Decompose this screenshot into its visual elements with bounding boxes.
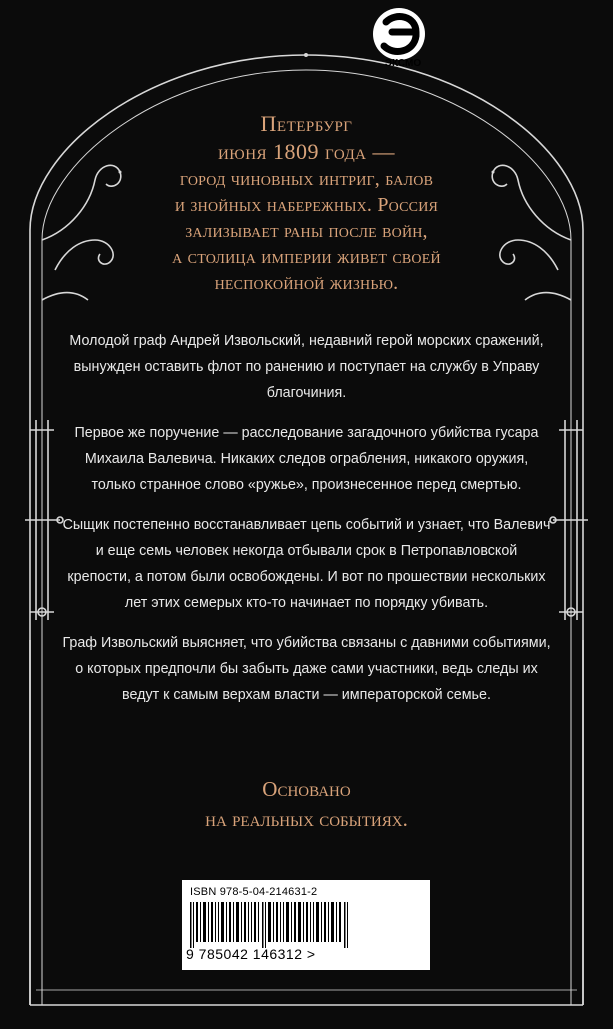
eksmo-logo-icon (356, 6, 442, 86)
description-paragraph-4: Граф Извольский выясняет, что убийства связаны с давними событиями, о которых предпочли бы забыть даже сами участники, ведь следы их ведут к самым верхам власти — императорской семье. (62, 635, 551, 703)
based-on-line-2: на реальных событиях. (205, 807, 408, 831)
tagline-line-2: июня 1809 года — (217, 139, 396, 164)
eksmo-logo-mark (356, 6, 442, 66)
barcode-panel (182, 880, 430, 970)
description-paragraph-3: Сыщик постепенно восстанавливает цепь событий и узнает, что Валевич и еще семь человек некогда отбывали срок в Петропавловской крепости, а потом были освобождены. И вот по прошествии нескольких лет этих семерых кто-то начинает по порядку убивать. (62, 517, 551, 611)
tagline-line-7: неспокойной жизнью. (214, 272, 399, 294)
based-on-real-events (120, 774, 493, 834)
publisher-name: ЭКСМО (384, 58, 422, 69)
tagline-line-4: и знойных набережных. Россия (174, 194, 439, 216)
tagline-line-1: Петербург (260, 111, 353, 136)
tagline-line-5: зализывает раны после войн, (185, 220, 428, 242)
tagline (110, 110, 503, 296)
barcode-image (190, 902, 350, 948)
description-paragraph-2: Первое же поручение — расследование загадочного убийства гусара Михаила Валевича. Никаких следов ограбления, никакого оружия, только странное слово «ружье», произнесенное перед смертью. (74, 425, 539, 493)
description-paragraph-1: Молодой граф Андрей Извольский, недавний герой морских сражений, вынужден оставить флот по ранению и поступает на службу в Управу благочиния. (69, 333, 544, 401)
description (62, 328, 551, 722)
barcode-digits: 9 785042 146312 > (186, 946, 316, 962)
tagline-line-6: а столица империи живет своей (172, 246, 441, 268)
isbn-text: ISBN 978-5-04-214631-2 (190, 886, 318, 898)
tagline-line-3: город чиновных интриг, балов (179, 168, 434, 190)
based-on-line-1: Основано (262, 777, 351, 801)
